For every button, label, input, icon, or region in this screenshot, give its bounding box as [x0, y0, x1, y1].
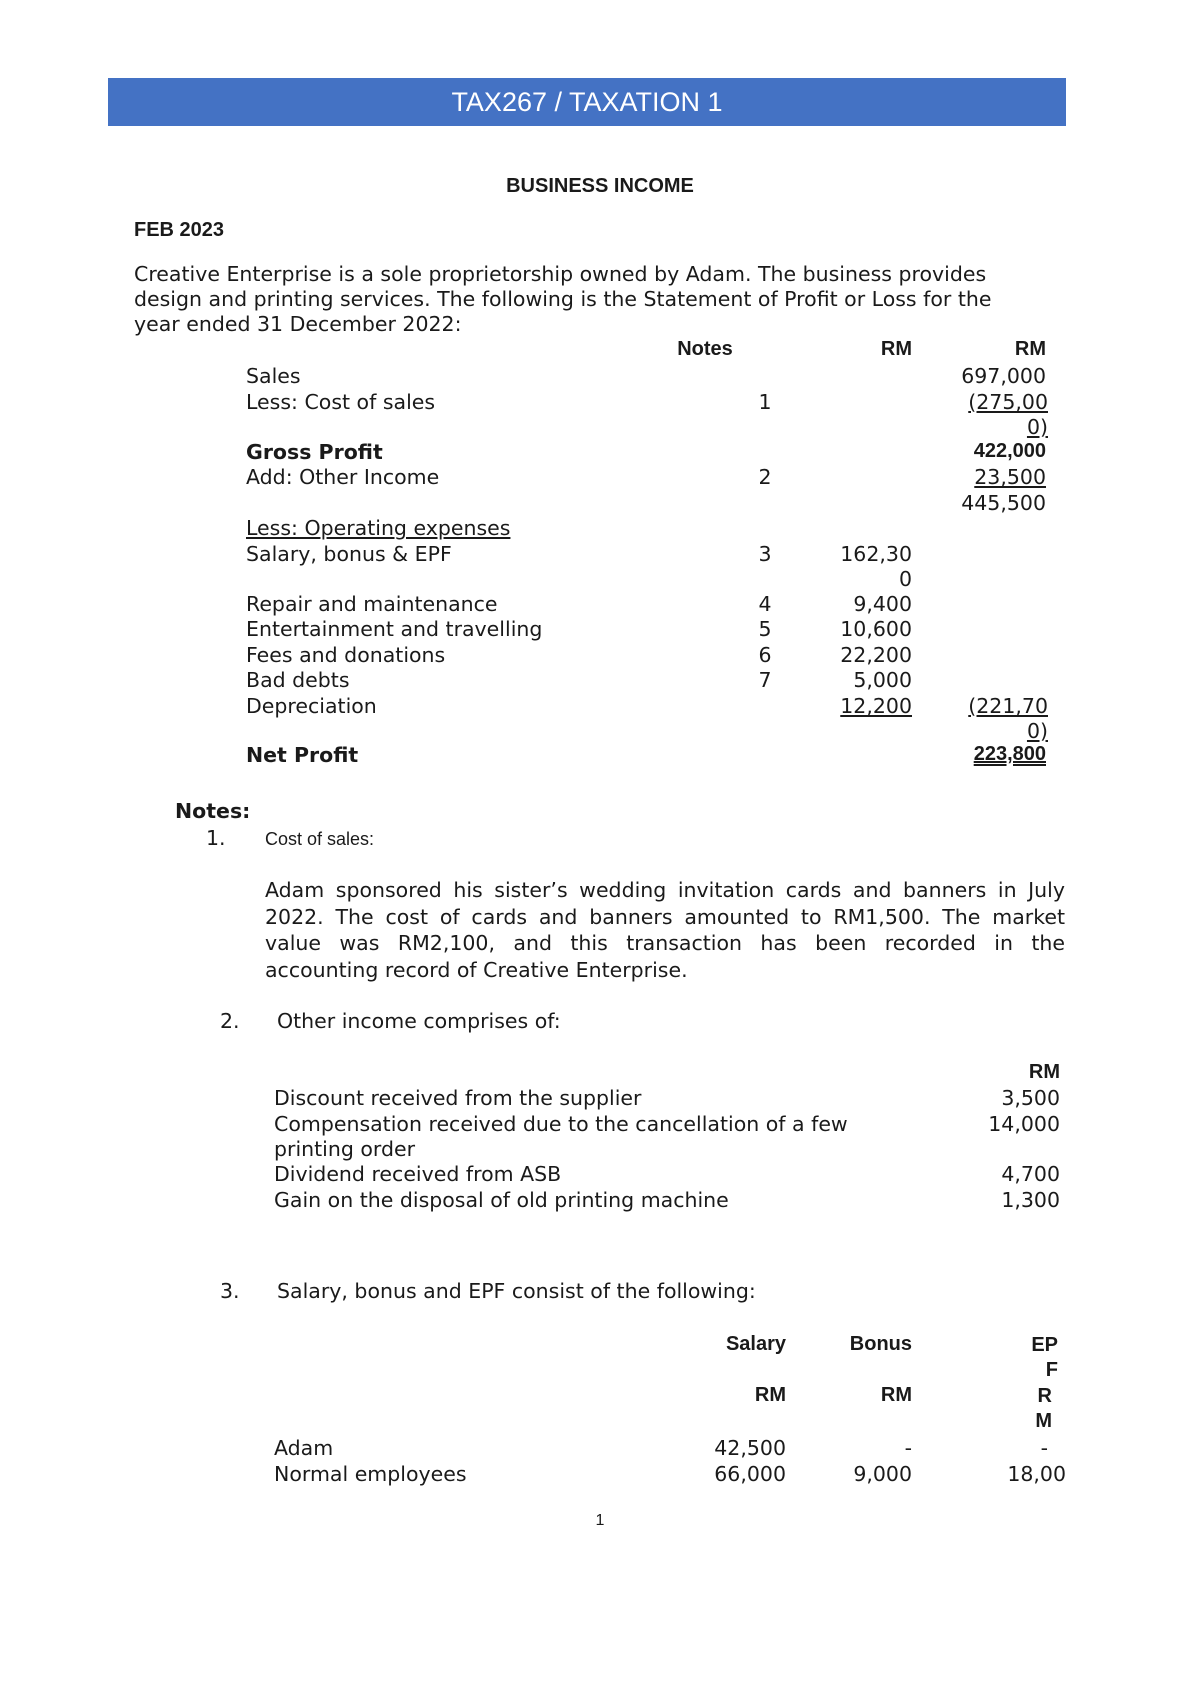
statement-row-label: Add: Other Income [246, 465, 440, 489]
intro-paragraph [134, 262, 1074, 337]
column-header-rm: RM [880, 338, 912, 360]
bonus-value: - [904, 1436, 912, 1460]
statement-amount: 162,30 0 [840, 542, 912, 591]
exam-label: FEB 2023 [134, 219, 225, 241]
statement-amount: 10,600 [840, 617, 912, 641]
note-number: 3. [220, 1279, 240, 1303]
statement-amount: 9,400 [853, 592, 912, 616]
statement-note-ref: 7 [758, 668, 772, 692]
income-item-label: Compensation received due to the cancellation of a few printing order [274, 1112, 848, 1161]
column-header-epf: EP F [1031, 1334, 1058, 1381]
income-item-label: Gain on the disposal of old printing machine [274, 1188, 729, 1212]
note-title: Cost of sales: [265, 829, 375, 849]
salary-row-label: Adam [274, 1436, 334, 1460]
epf-value: - [1040, 1436, 1048, 1460]
statement-amount: 422,000 [973, 440, 1046, 462]
note-number: 1. [206, 826, 226, 850]
statement-row-label: Entertainment and travelling [246, 617, 543, 641]
statement-amount: 23,500 [974, 465, 1046, 489]
bonus-value: 9,000 [853, 1462, 912, 1486]
statement-row-label: Fees and donations [246, 643, 446, 667]
statement-amount: (275,00 0) [968, 390, 1048, 439]
column-header-bonus: Bonus [849, 1333, 912, 1355]
column-unit-rm: R M [1035, 1385, 1052, 1432]
statement-row-label: Repair and maintenance [246, 592, 498, 616]
intro-line: Creative Enterprise is a sole proprietorship owned by Adam. The business provides [134, 262, 987, 286]
note-intro: Other income comprises of: [277, 1009, 561, 1033]
note-paragraph: Adam sponsored his sister’s wedding invitation cards and banners in July 2022. The cost of cards and banners amounted to RM1,500. The market value was RM2,100, and this transaction has been recorded in the accounting record of Creative Enterprise. [265, 878, 1065, 982]
statement-note-ref: 3 [758, 542, 772, 566]
note-number: 2. [220, 1009, 240, 1033]
statement-amount: 223,800 [973, 743, 1046, 765]
statement-amount: 12,200 [840, 694, 912, 718]
salary-row-label: Normal employees [274, 1462, 467, 1486]
income-item-value: 14,000 [988, 1112, 1060, 1136]
statement-amount: 5,000 [853, 668, 912, 692]
statement-note-ref: 6 [758, 643, 772, 667]
statement-note-ref: 2 [758, 465, 772, 489]
statement-amount: 445,500 [961, 491, 1046, 515]
column-header-rm: RM [1014, 338, 1046, 360]
column-unit-rm: RM [754, 1384, 786, 1406]
statement-row-label: Less: Cost of sales [246, 390, 436, 414]
income-item-value: 3,500 [1001, 1086, 1060, 1110]
salary-value: 42,500 [714, 1436, 786, 1460]
page-number: 1 [595, 1512, 605, 1529]
column-header-notes: Notes [677, 338, 733, 360]
statement-amount: 697,000 [961, 364, 1046, 388]
income-item-label: Dividend received from ASB [274, 1162, 562, 1186]
notes-heading: Notes: [175, 799, 251, 823]
statement-row-label: Less: Operating expenses [246, 516, 511, 540]
note-intro: Salary, bonus and EPF consist of the following: [277, 1279, 756, 1303]
statement-row-label: Salary, bonus & EPF [246, 542, 452, 566]
statement-row-label: Net Profit [246, 743, 359, 767]
statement-row-label: Sales [246, 364, 301, 388]
income-item-value: 1,300 [1001, 1188, 1060, 1212]
income-item-label: Discount received from the supplier [274, 1086, 642, 1110]
statement-row-label: Bad debts [246, 668, 350, 692]
section-heading: BUSINESS INCOME [506, 175, 694, 197]
statement-row-label: Depreciation [246, 694, 377, 718]
statement-amount: (221,70 0) [968, 694, 1048, 743]
statement-amount: 22,200 [840, 643, 912, 667]
course-title: TAX267 / TAXATION 1 [451, 87, 723, 117]
intro-line: design and printing services. The following is the Statement of Profit or Loss for the [134, 287, 992, 311]
column-header-rm: RM [1028, 1061, 1060, 1083]
column-header-salary: Salary [725, 1333, 786, 1355]
statement-note-ref: 5 [758, 617, 772, 641]
statement-note-ref: 4 [758, 592, 772, 616]
income-item-value: 4,700 [1001, 1162, 1060, 1186]
statement-row-label: Gross Profit [246, 440, 383, 464]
document-header-bar [108, 78, 1066, 126]
intro-line: year ended 31 December 2022: [134, 312, 462, 336]
salary-value: 66,000 [714, 1462, 786, 1486]
statement-note-ref: 1 [758, 390, 772, 414]
epf-value: 18,00 [1007, 1462, 1066, 1486]
column-unit-rm: RM [880, 1384, 912, 1406]
